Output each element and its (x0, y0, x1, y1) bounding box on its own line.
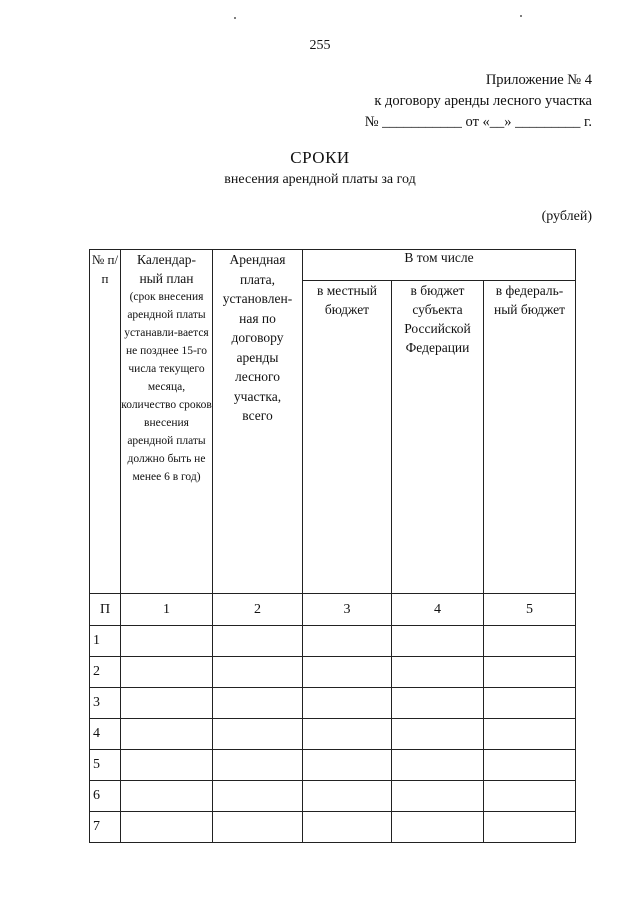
column-index: 2 (213, 594, 303, 626)
table-row (90, 626, 576, 657)
table-row (90, 688, 576, 719)
table-cell[interactable] (303, 750, 392, 781)
table-row (90, 781, 576, 812)
table-row (90, 657, 576, 688)
table-cell[interactable] (303, 781, 392, 812)
table-cell[interactable] (121, 657, 213, 688)
row-number: 2 (90, 657, 121, 688)
row-number: 6 (90, 781, 121, 812)
header-rent-total (213, 250, 303, 594)
row-number: 4 (90, 719, 121, 750)
table-cell[interactable] (213, 719, 303, 750)
table-cell[interactable] (121, 781, 213, 812)
header-local-label: в местный бюджет (316, 283, 378, 317)
document-title: СРОКИ (290, 148, 350, 167)
header-number (90, 250, 121, 594)
table-cell[interactable] (484, 781, 576, 812)
page-number: 255 (309, 38, 331, 53)
table-cell[interactable] (392, 750, 484, 781)
table-cell[interactable] (121, 812, 213, 843)
table-cell[interactable] (303, 719, 392, 750)
scan-speck (520, 15, 522, 17)
table-cell[interactable] (392, 781, 484, 812)
column-index-row (90, 594, 576, 626)
table-cell[interactable] (484, 688, 576, 719)
table-cell[interactable] (303, 657, 392, 688)
header-rent-label: Арендная плата, установлен-ная по договору аренды лесного участка, всего (222, 252, 293, 423)
table-cell[interactable] (213, 812, 303, 843)
table-cell[interactable] (484, 719, 576, 750)
table-row (90, 750, 576, 781)
table-cell[interactable] (484, 657, 576, 688)
table-cell[interactable] (213, 750, 303, 781)
table-cell[interactable] (213, 657, 303, 688)
table-cell[interactable] (392, 626, 484, 657)
header-local-budget (303, 281, 392, 594)
row-number: 1 (90, 626, 121, 657)
appendix-header (292, 70, 592, 133)
table-cell[interactable] (213, 688, 303, 719)
scan-speck (234, 17, 236, 19)
column-index: П (90, 594, 121, 626)
table-cell[interactable] (484, 750, 576, 781)
table-cell[interactable] (392, 719, 484, 750)
table-row (90, 812, 576, 843)
table-cell[interactable] (484, 812, 576, 843)
table-cell[interactable] (392, 657, 484, 688)
table-cell[interactable] (121, 626, 213, 657)
contract-reference: к договору аренды лесного участка (374, 93, 592, 109)
units-label: (рублей) (541, 209, 592, 224)
header-calendar-note: (срок внесения арендной платы устанавли-вается не позднее 15-го числа текущего месяца, количество сроков внесения арендной платы должно быть не менее 6 в год) (121, 291, 212, 483)
row-number: 5 (90, 750, 121, 781)
row-number: 3 (90, 688, 121, 719)
table-cell[interactable] (303, 688, 392, 719)
column-index: 3 (303, 594, 392, 626)
table-cell[interactable] (213, 626, 303, 657)
header-subject-budget (392, 281, 484, 594)
appendix-label: Приложение № 4 (485, 72, 592, 88)
header-calendar-plan (121, 250, 213, 594)
contract-number-line: № ___________ от «__» _________ г. (364, 114, 592, 130)
document-subtitle: внесения арендной платы за год (224, 172, 416, 187)
header-federal-budget (484, 281, 576, 594)
table-cell[interactable] (392, 812, 484, 843)
payment-schedule-table (89, 249, 576, 843)
table-cell[interactable] (213, 781, 303, 812)
table-row (90, 719, 576, 750)
table-cell[interactable] (121, 750, 213, 781)
table-cell[interactable] (392, 688, 484, 719)
column-index: 4 (392, 594, 484, 626)
table-cell[interactable] (121, 688, 213, 719)
table-cell[interactable] (303, 812, 392, 843)
header-federal-label: в федераль-ный бюджет (493, 283, 566, 317)
header-calendar-label: Календар-ный план (137, 252, 196, 286)
header-including: В том числе (303, 250, 576, 281)
header-subject-label: в бюджет субъекта Российской Федерации (404, 283, 471, 355)
table-cell[interactable] (303, 626, 392, 657)
table-cell[interactable] (121, 719, 213, 750)
column-index: 1 (121, 594, 213, 626)
table-cell[interactable] (484, 626, 576, 657)
column-index: 5 (484, 594, 576, 626)
row-number: 7 (90, 812, 121, 843)
header-number-label: № п/п (91, 252, 119, 286)
